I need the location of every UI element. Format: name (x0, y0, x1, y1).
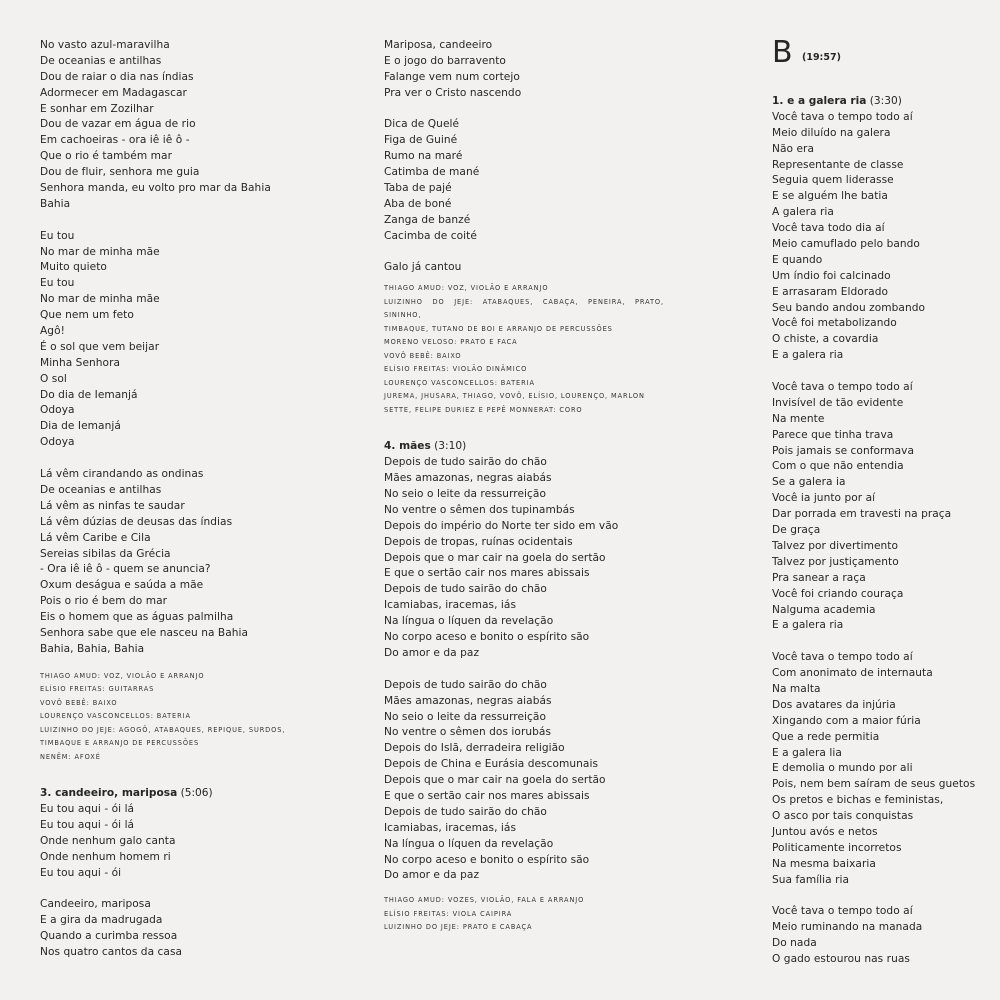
lyric-line: Meio camuflado pelo bando (772, 238, 920, 251)
stanza (40, 38, 360, 213)
credit-line: ELÍSIO FREITAS: GUITARRAS (40, 685, 155, 694)
credit-line: LOURENÇO VASCONCELLOS: BATERIA (384, 378, 535, 387)
lyric-line: E a galera ria (772, 349, 844, 362)
lyric-line: Pois, nem bem saíram de seus guetos (772, 778, 976, 791)
lyric-line: E a galera ria (772, 619, 844, 632)
lyric-line: Eu tou aqui - ói (40, 866, 122, 879)
lyric-line: Taba de pajé (384, 182, 452, 195)
lyric-line: Xingando com a maior fúria (772, 714, 921, 727)
lyric-line: Depois do Islã, derradeira religião (384, 742, 565, 755)
lyric-line: Nalguma academia (772, 603, 876, 616)
lyric-line: Você tava todo dia aí (772, 222, 885, 235)
credits (384, 282, 684, 417)
lyric-line: E o jogo do barravento (384, 54, 506, 67)
lyric-line: Sua família ria (772, 873, 850, 886)
lyric-line: Candeeiro, mariposa (40, 898, 151, 911)
stanza (772, 380, 992, 634)
lyric-line: Dou de vazar em água de rio (40, 118, 196, 131)
lyric-line: Na língua o líquen da revelação (384, 837, 554, 850)
song-title: 4. mães (3:10) (384, 440, 467, 453)
lyric-line: Zanga de banzé (384, 213, 471, 226)
lyric-line: Cacimba de coité (384, 229, 477, 242)
lyric-line: Você tava o tempo todo aí (772, 651, 913, 664)
lyric-line: Do nada (772, 937, 817, 950)
lyric-line: Dou de fluir, senhora me guia (40, 166, 200, 179)
credit-line: THIAGO AMUD: VOZES, VIOLÃO, FALA E ARRANJO (384, 896, 585, 905)
lyric-line: Minha Senhora (40, 356, 121, 369)
credit-line: MORENO VELOSO: PRATO E FACA (384, 338, 518, 347)
lyric-line: Você tava o tempo todo aí (772, 110, 913, 123)
lyric-line: Eis o homem que as águas palmilha (40, 611, 234, 624)
lyric-line: Adormecer em Madagascar (40, 86, 187, 99)
lyric-line: Seguia quem liderasse (772, 174, 894, 187)
lyric-line: Você foi metabolizando (772, 317, 897, 330)
lyric-line: Do dia de Iemanjá (40, 388, 138, 401)
lyric-line: Nos quatro cantos da casa (40, 946, 183, 959)
lyric-line: Senhora sabe que ele nasceu na Bahia (40, 626, 249, 639)
credits (40, 670, 360, 765)
lyric-line: Que nem um feto (40, 309, 134, 322)
lyric-line: Mães amazonas, negras aiabás (384, 694, 552, 707)
lyric-line: Depois de tudo sairão do chão (384, 805, 547, 818)
side-letter: B (772, 35, 793, 70)
lyric-line: Bahia (40, 197, 71, 210)
lyric-line: Politicamente incorretos (772, 841, 902, 854)
lyric-line: No corpo aceso e bonito o espírito são (384, 631, 590, 644)
lyric-line: Seu bando andou zombando (772, 301, 926, 314)
lyric-line: Não era (772, 142, 814, 155)
lyrics-column-1 (40, 38, 360, 961)
lyric-line: Dos avatares da injúria (772, 698, 896, 711)
lyric-line: Pra sanear a raça (772, 571, 866, 584)
lyric-line: Bahia, Bahia, Bahia (40, 642, 145, 655)
lyric-line: Os pretos e bichas e feministas, (772, 794, 944, 807)
lyric-line: Pois o rio é bem do mar (40, 595, 168, 608)
lyric-line: Um índio foi calcinado (772, 269, 891, 282)
lyric-line: Depois que o mar cair na goela do sertão (384, 551, 606, 564)
lyric-line: Você tava o tempo todo aí (772, 905, 913, 918)
lyric-line: Você foi criando couraça (772, 587, 904, 600)
lyric-line: Dar porrada em travesti na praça (772, 508, 952, 521)
lyric-line: Talvez por divertimento (772, 539, 899, 552)
lyric-line: Mariposa, candeeiro (384, 39, 493, 51)
lyric-line: Depois de tudo sairão do chão (384, 456, 547, 469)
lyric-line: Lá vêm Caribe e Cila (40, 531, 151, 544)
lyric-line: E que o sertão cair nos mares abissais (384, 567, 590, 580)
side-duration: (19:57) (802, 52, 841, 63)
lyric-line: Talvez por justiçamento (772, 555, 899, 568)
stanza (772, 904, 992, 968)
lyric-line: Eu tou aqui - ói lá (40, 819, 135, 832)
credit-line: LUIZINHO DO JEJE: ATABAQUES, CABAÇA, PENEIRA, PRATO, SININHO, (384, 297, 664, 320)
lyric-line: No ventre o sêmen dos tupinambás (384, 503, 575, 516)
lyric-line: De graça (772, 524, 821, 537)
lyric-line: Icamiabas, iracemas, iás (384, 599, 517, 612)
lyric-line: De oceanias e antilhas (40, 54, 162, 67)
lyric-line: E a gira da madrugada (40, 914, 163, 927)
credit-line: VOVÔ BEBÊ: BAIXO (40, 698, 118, 707)
lyric-line: Na mente (772, 412, 825, 425)
lyric-line: Depois de tudo sairão do chão (384, 583, 547, 596)
lyric-line: Icamiabas, iracemas, iás (384, 821, 517, 834)
lyric-line: Sereias sibilas da Grécia (40, 547, 171, 560)
credit-line: THIAGO AMUD: VOZ, VIOLÃO E ARRANJO (40, 671, 205, 680)
stanza (40, 467, 360, 658)
song-title: 3. candeeiro, mariposa (5:06) (40, 787, 213, 800)
credit-line: THIAGO AMUD: VOZ, VIOLÃO E ARRANJO (384, 284, 549, 293)
lyric-line: Dia de Iemanjá (40, 420, 121, 433)
stanza (40, 229, 360, 451)
lyric-line: E se alguém lhe batia (772, 190, 888, 203)
lyric-line: Depois que o mar cair na goela do sertão (384, 774, 606, 787)
lyric-line: Onde nenhum galo canta (40, 834, 176, 847)
credit-line: NENÊM: AFOXÉ (40, 752, 101, 761)
lyric-line: E sonhar em Zozilhar (40, 102, 154, 115)
credit-line: JUREMA, JHUSARA, THIAGO, VOVÔ, ELÍSIO, LOURENÇO, MARLON (384, 392, 645, 401)
lyric-line: Figa de Guiné (384, 134, 458, 147)
lyric-line: Odoya (40, 436, 75, 449)
credit-line: LUIZINHO DO JEJE: AGOGÔ, ATABAQUES, REPIQUE, SURDOS, (40, 725, 286, 734)
lyric-line: Eu tou aqui - ói lá (40, 803, 135, 816)
lyric-line: Se a galera ia (772, 476, 846, 489)
lyric-line: Rumo na maré (384, 150, 463, 163)
credit-line: SETTE, FELIPE DURIEZ E PEPÊ MONNERAT: CORO (384, 405, 583, 414)
lyric-line: No mar de minha mãe (40, 245, 160, 258)
lyric-line: É o sol que vem beijar (40, 340, 160, 353)
lyric-line: Em cachoeiras - ora iê iê ô - (40, 134, 190, 147)
stanza (40, 802, 360, 881)
lyric-line: Aba de boné (384, 197, 452, 210)
lyric-line: Meio diluído na galera (772, 126, 891, 139)
lyric-line: A galera ria (772, 206, 834, 219)
lyric-line: No mar de minha mãe (40, 293, 160, 306)
lyric-line: O asco por tais conquistas (772, 810, 914, 823)
lyric-line: No corpo aceso e bonito o espírito são (384, 853, 590, 866)
lyric-line: No ventre o sêmen dos iorubás (384, 726, 552, 739)
lyric-line: Que a rede permitia (772, 730, 880, 743)
lyric-line: De oceanias e antilhas (40, 483, 162, 496)
lyric-line: Oxum deságua e saúda a mãe (40, 579, 204, 592)
lyric-line: Você tava o tempo todo aí (772, 381, 913, 394)
credits (384, 894, 684, 935)
lyrics-column-3 (772, 35, 992, 968)
lyric-line: Galo já cantou (384, 261, 462, 274)
lyric-line: No seio o leite da ressurreição (384, 488, 546, 501)
stanza (772, 650, 992, 888)
lyric-line: Você ia junto por aí (772, 492, 876, 505)
lyric-line: - Ora iê iê ô - quem se anuncia? (40, 563, 211, 576)
stanza (772, 110, 992, 364)
credit-line: ELÍSIO FREITAS: VIOLÃO DINÂMICO (384, 365, 528, 374)
lyric-line: Na mesma baixaria (772, 857, 876, 870)
song-title: 1. e a galera ria (3:30) (772, 95, 902, 107)
lyric-line: Catimba de mané (384, 166, 480, 179)
stanza (384, 38, 684, 102)
credit-line: LOURENÇO VASCONCELLOS: BATERIA (40, 712, 191, 721)
lyric-line: No seio o leite da ressurreição (384, 710, 546, 723)
lyric-line: No vasto azul-maravilha (40, 39, 170, 51)
lyric-line: Eu tou (40, 229, 75, 242)
lyric-line: Depois do império do Norte ter sido em vão (384, 519, 619, 532)
lyric-line: Juntou avós e netos (772, 825, 878, 838)
lyric-line: Na língua o líquen da revelação (384, 615, 554, 628)
credit-line: ELÍSIO FREITAS: VIOLA CAIPIRA (384, 909, 513, 918)
stanza (384, 678, 684, 885)
lyric-line: Lá vêm dúzias de deusas das índias (40, 515, 233, 528)
lyric-line: Pra ver o Cristo nascendo (384, 86, 522, 99)
lyric-line: E demolia o mundo por ali (772, 762, 913, 775)
lyric-line: Senhora manda, eu volto pro mar da Bahia (40, 182, 271, 195)
lyric-line: E quando (772, 253, 823, 266)
lyric-line: Lá vêm as ninfas te saudar (40, 499, 185, 512)
lyric-line: Com o que não entendia (772, 460, 904, 473)
lyric-line: O chiste, a covardia (772, 333, 879, 346)
lyric-line: Lá vêm cirandando as ondinas (40, 468, 204, 481)
lyric-line: Agô! (40, 325, 65, 338)
stanza (384, 455, 684, 662)
side-header (772, 35, 992, 94)
lyric-line: Representante de classe (772, 158, 904, 171)
lyric-line: Com anonimato de internauta (772, 667, 933, 680)
lyric-line: Falange vem num cortejo (384, 70, 520, 83)
credit-line: VOVÔ BEBÊ: BAIXO (384, 351, 462, 360)
stanza (384, 260, 684, 276)
lyric-line: E a galera lia (772, 746, 842, 759)
lyric-line: Dou de raiar o dia nas índias (40, 70, 194, 83)
lyric-line: E que o sertão cair nos mares abissais (384, 789, 590, 802)
lyric-line: Do amor e da paz (384, 869, 480, 882)
stanza (384, 117, 684, 244)
lyric-line: Eu tou (40, 277, 75, 290)
lyric-line: Dica de Quelé (384, 118, 460, 131)
credit-line: LUIZINHO DO JEJE: PRATO E CABAÇA (384, 923, 533, 932)
lyric-line: Quando a curimba ressoa (40, 930, 178, 943)
credit-line: TIMBAQUE E ARRANJO DE PERCUSSÕES (40, 739, 200, 748)
lyric-line: Do amor e da paz (384, 646, 480, 659)
lyric-line: Odoya (40, 404, 75, 417)
lyric-line: Invisível de tão evidente (772, 396, 904, 409)
lyric-line: Onde nenhum homem ri (40, 850, 171, 863)
lyric-line: Na malta (772, 682, 821, 695)
lyric-line: Depois de China e Eurásia descomunais (384, 758, 599, 771)
lyric-line: Depois de tudo sairão do chão (384, 678, 547, 691)
lyric-line: Parece que tinha trava (772, 428, 894, 441)
lyric-line: O gado estourou nas ruas (772, 953, 910, 966)
credit-line: TIMBAQUE, TUTANO DE BOI E ARRANJO DE PERCUSSÕES (384, 324, 613, 333)
lyric-line: Que o rio é também mar (40, 150, 172, 163)
lyric-line: Pois jamais se conformava (772, 444, 915, 457)
lyric-line: Muito quieto (40, 261, 107, 274)
lyric-line: E arrasaram Eldorado (772, 285, 889, 298)
lyrics-column-2 (384, 38, 684, 935)
lyric-line: Mães amazonas, negras aiabás (384, 472, 552, 485)
stanza (40, 897, 360, 961)
lyric-line: Meio ruminando na manada (772, 921, 923, 934)
lyric-line: O sol (40, 372, 67, 385)
lyric-line: Depois de tropas, ruínas ocidentais (384, 535, 573, 548)
